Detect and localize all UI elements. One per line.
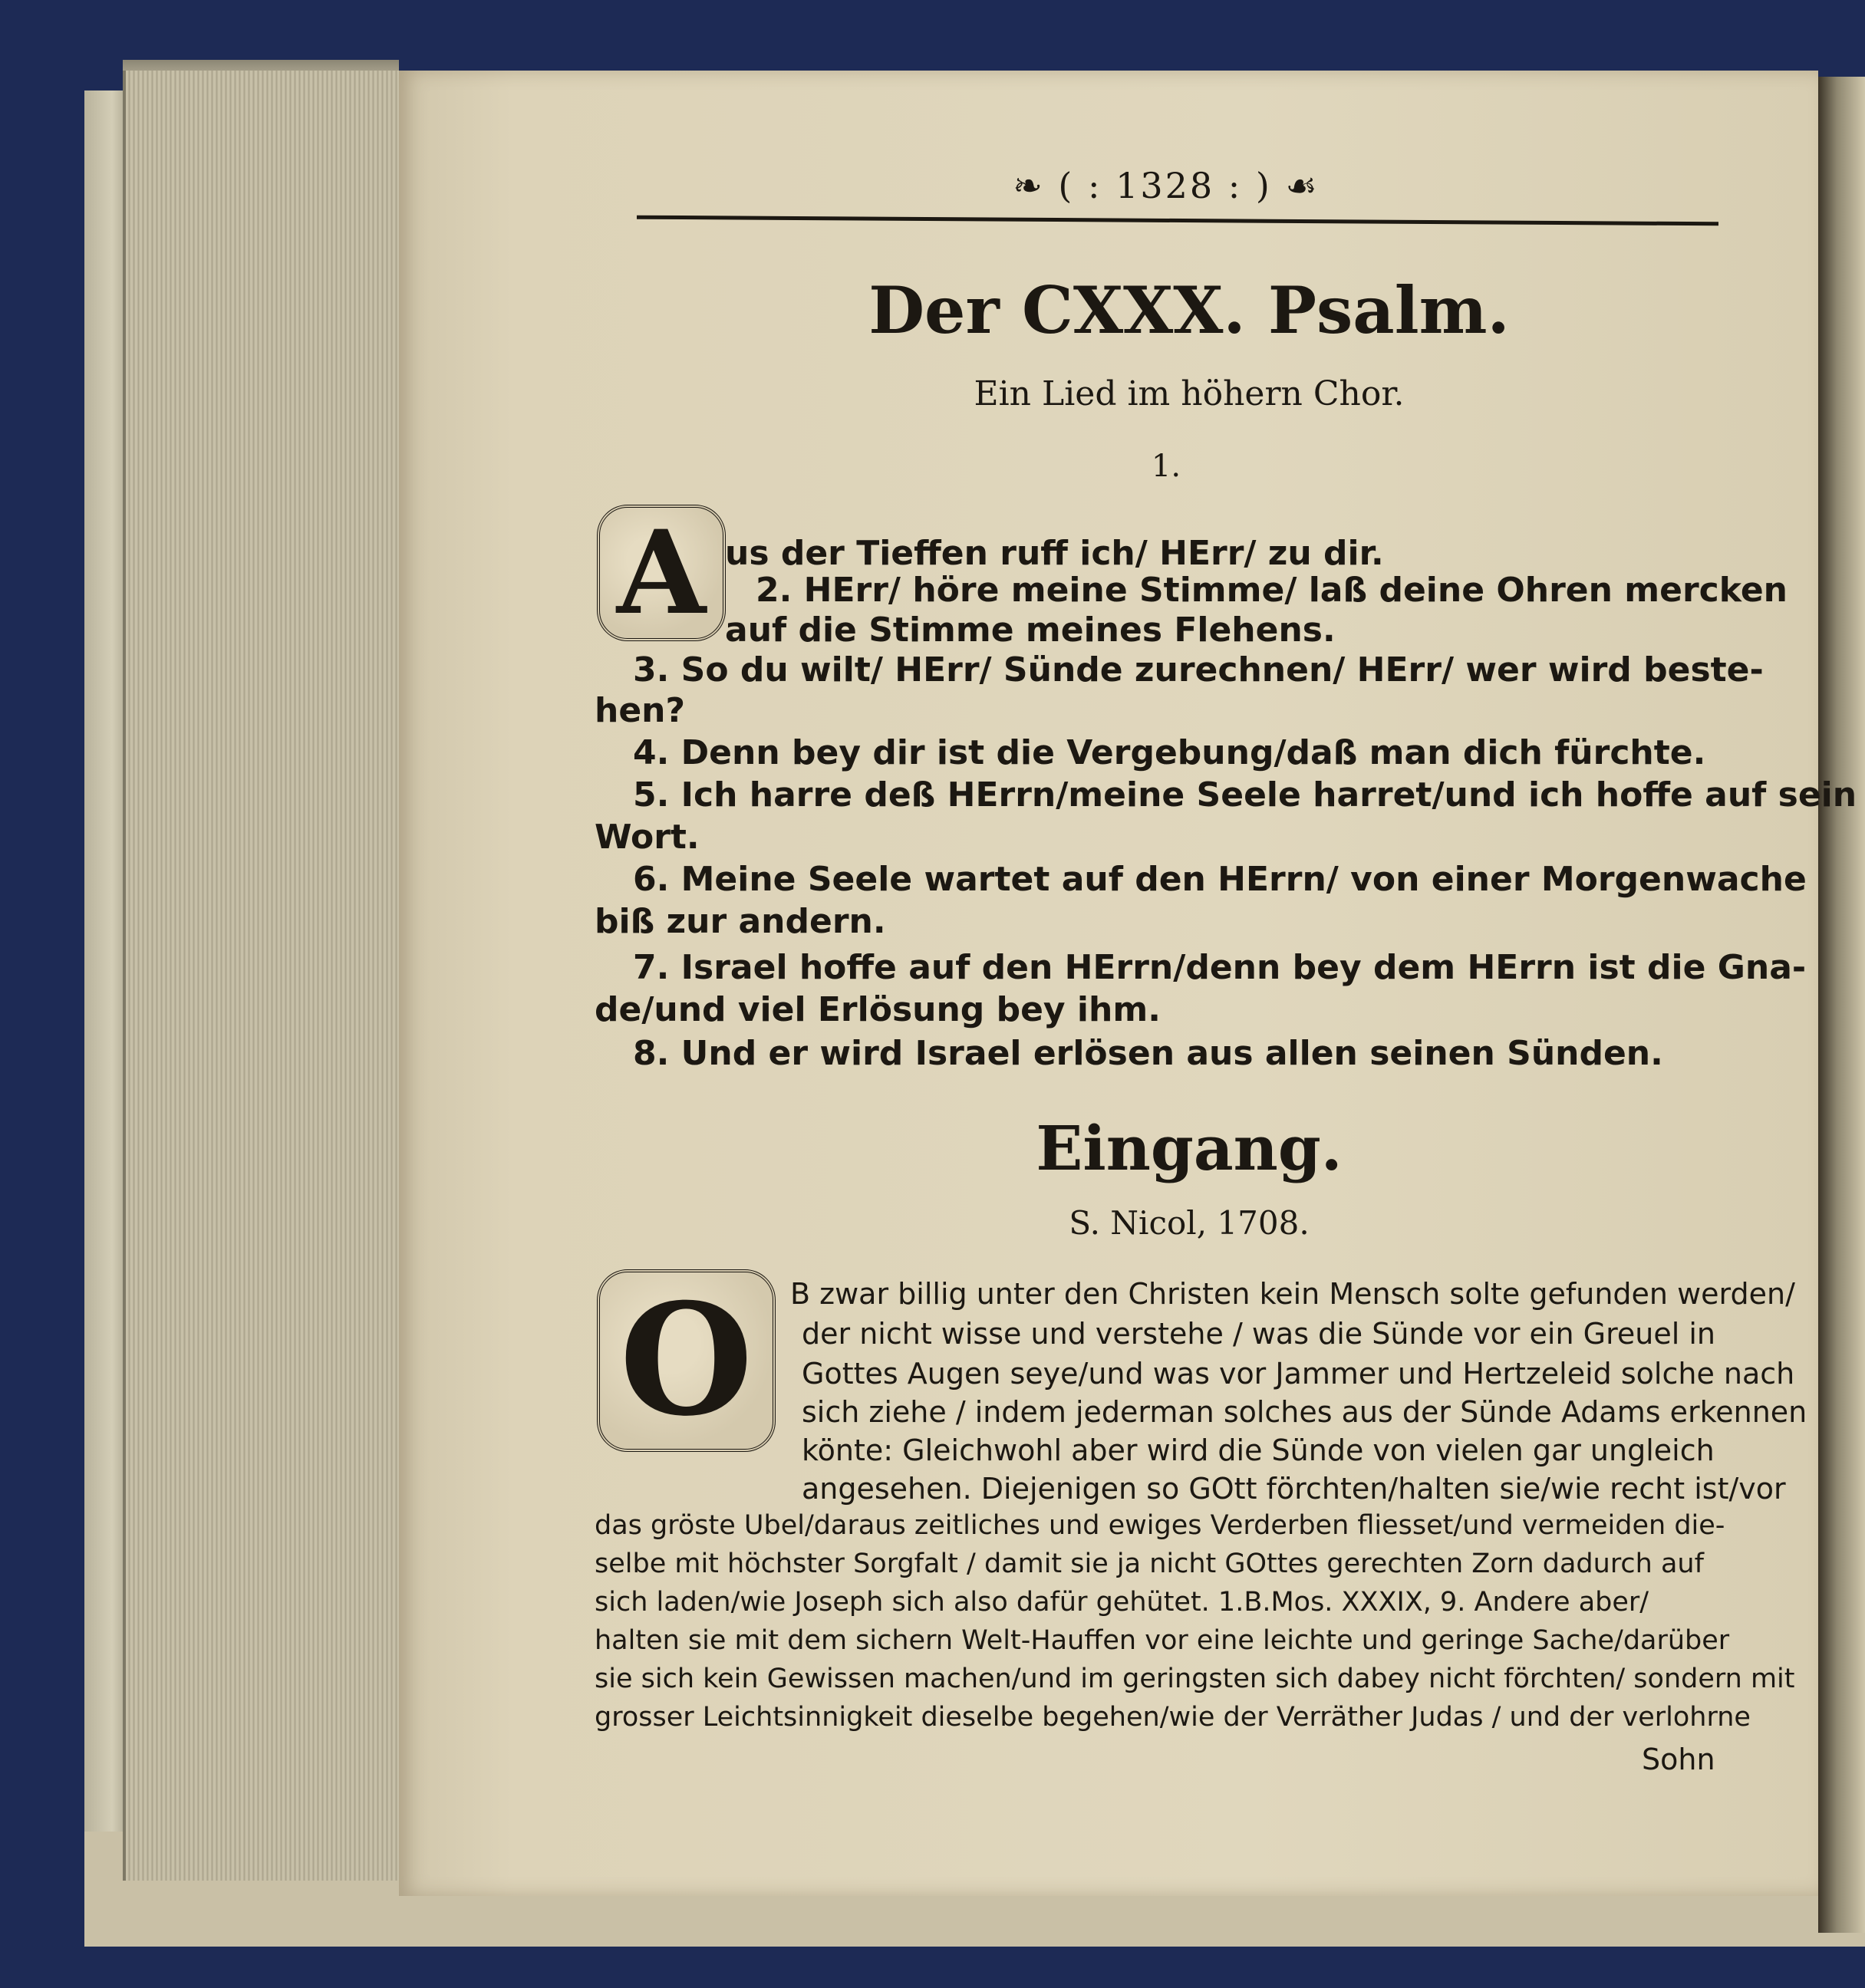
- body-line: sie sich kein Gewissen machen/und im geringsten sich dabey nicht förchten/ sondern mit: [595, 1664, 1795, 1694]
- body-line: grosser Leichtsinnigkeit dieselbe begehen/wie der Verräther Judas / und der verlohrne: [595, 1702, 1751, 1733]
- body-line: sich laden/wie Joseph sich also dafür gehütet. 1.B.Mos. XXXIX, 9. Andere aber/: [595, 1587, 1649, 1618]
- page-number: ( : 1328 : ): [1058, 165, 1272, 206]
- section-number: 1.: [1151, 449, 1181, 484]
- body-line: sich ziehe / indem jederman solches aus der Sünde Adams erkennen: [802, 1395, 1807, 1429]
- psalm-line: de/und viel Erlösung bey ihm.: [595, 990, 1161, 1029]
- body-line: selbe mit höchster Sorgfalt / damit sie ja nicht GOttes gerechten Zorn dadurch auf: [595, 1549, 1704, 1579]
- psalm-line: us der Tieffen ruff ich/ HErr/ zu dir.: [725, 534, 1384, 573]
- body-line: könte: Gleichwohl aber wird die Sünde von vielen gar ungleich: [802, 1433, 1715, 1467]
- body-line: halten sie mit dem sichern Welt-Hauffen vor eine leichte und geringe Sache/darüber: [595, 1625, 1730, 1656]
- psalm-line: hen?: [595, 691, 686, 730]
- page-header: [959, 165, 1373, 211]
- psalm-line: 4. Denn bey dir ist die Vergebung/daß man dich fürchte.: [633, 733, 1706, 772]
- body-line: angesehen. Diejenigen so GOtt förchten/halten sie/wie recht ist/vor: [802, 1472, 1786, 1506]
- body-line: B zwar billig unter den Christen kein Mensch solte gefunden werden/: [790, 1277, 1795, 1311]
- psalm-line: Wort.: [595, 818, 700, 857]
- ornament-right-icon: ☙: [1285, 165, 1320, 206]
- psalm-line: 6. Meine Seele wartet auf den HErrn/ von einer Morgenwache: [633, 860, 1807, 899]
- ornament-left-icon: ❧: [1013, 165, 1045, 206]
- psalm-line: biß zur andern.: [595, 902, 886, 941]
- psalm-line: 8. Und er wird Israel erlösen aus allen seinen Sünden.: [633, 1034, 1663, 1073]
- attribution: S. Nicol, 1708.: [1069, 1204, 1310, 1242]
- catchword: Sohn: [1642, 1743, 1715, 1776]
- psalm-line: 7. Israel hoffe auf den HErrn/denn bey dem HErrn ist die Gna-: [633, 948, 1807, 987]
- body-line: das gröste Ubel/daraus zeitliches und ewiges Verderben fliesset/und vermeiden die-: [595, 1510, 1725, 1541]
- psalm-line: 2. HErr/ höre meine Stimme/ laß deine Ohren mercken: [756, 571, 1788, 610]
- body-line: der nicht wisse und verstehe / was die Sünde vor ein Greuel in: [802, 1317, 1715, 1351]
- header-rule: [637, 216, 1718, 226]
- psalm-title: Der CXXX. Psalm.: [868, 272, 1510, 348]
- section-title: Eingang.: [1036, 1112, 1343, 1184]
- psalm-line: 3. So du wilt/ HErr/ Sünde zurechnen/ HErr/ wer wird beste-: [633, 650, 1764, 690]
- psalm-line: auf die Stimme meines Flehens.: [725, 611, 1336, 650]
- body-line: Gottes Augen seye/und was vor Jammer und Hertzeleid solche nach: [802, 1357, 1795, 1391]
- psalm-dropcap: A: [597, 505, 726, 641]
- body-dropcap: O: [597, 1269, 776, 1452]
- psalm-line: 5. Ich harre deß HErrn/meine Seele harret/und ich hoffe auf sein: [633, 775, 1857, 815]
- psalm-subtitle: Ein Lied im höhern Chor.: [974, 374, 1405, 413]
